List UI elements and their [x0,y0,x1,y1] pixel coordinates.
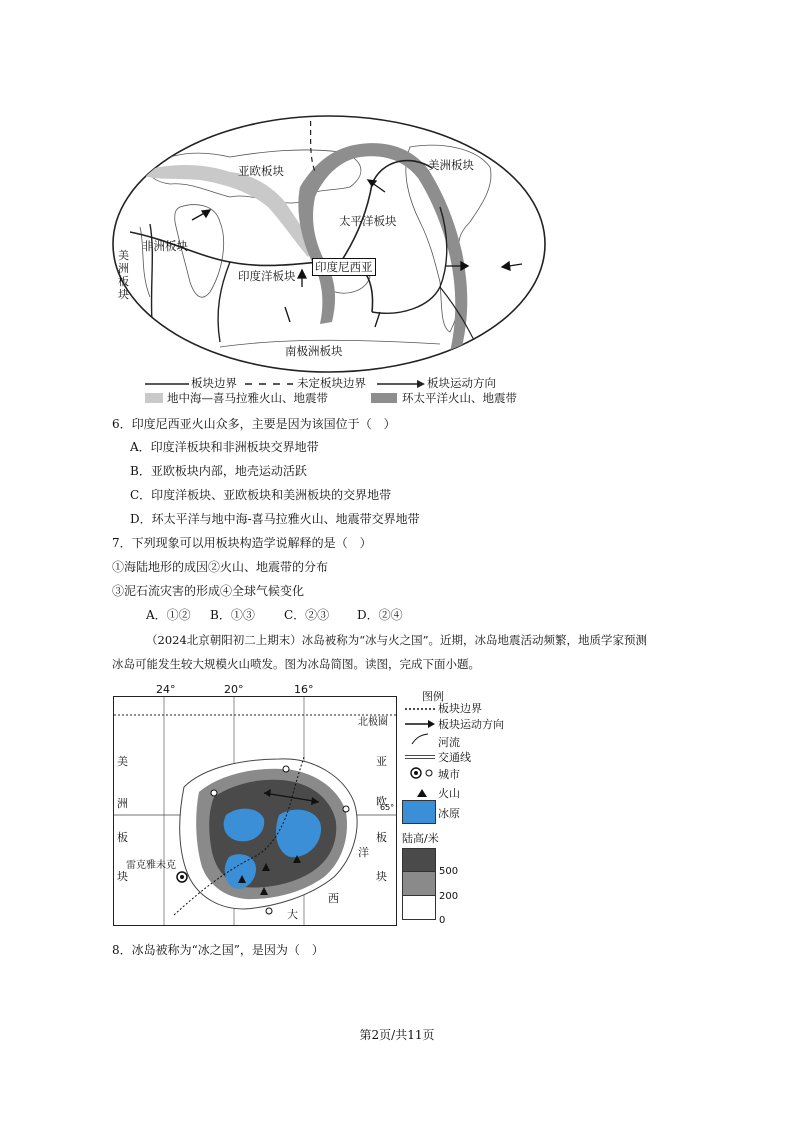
q7-option-d[interactable]: D．②④ [357,608,403,622]
med-belt-swatch [145,393,163,403]
legend-e0: 0 [439,915,446,926]
city-icon [410,767,440,779]
legend-elevation-title: 陆高/米 [402,832,439,845]
reykjavik-label: 雷克雅未克 [126,860,176,871]
lon-16: 16° [294,683,314,696]
east-plate-1: 亚 [376,755,387,768]
label-indonesia: 印度尼西亚 [312,258,376,276]
traffic-icon [405,754,437,760]
ocean-char-3: 洋 [358,846,369,859]
q7-option-c[interactable]: C．②③ [284,608,330,622]
q7-line1: ①海陆地形的成因②火山、地震带的分布 [112,560,329,574]
legend-e200: 200 [439,891,459,902]
west-plate-1: 美 [117,755,128,768]
east-plate-4: 块 [376,870,387,883]
legend-e500: 500 [439,866,459,877]
east-plate-3: 板 [376,831,387,844]
icefield-swatch [402,800,436,824]
q7-option-b[interactable]: B．①③ [210,608,255,622]
east-plate-2: 欧 [376,795,387,808]
legend-undetermined: 未定板块边界 [297,376,366,390]
label-indian-plate: 印度洋板块 [238,269,296,283]
legend-river: 河流 [438,736,460,749]
intro-line1: （2024北京朝阳初二上期末）冰岛被称为“冰与火之国”。近期，冰岛地震活动频繁，地质学家预测 [146,633,648,647]
boundary-line-icon [145,379,191,389]
label-african-plate: 非洲板块 [142,239,188,253]
label-pacific-plate: 太平洋板块 [339,214,397,228]
q6-option-a[interactable]: A．印度洋板块和非洲板块交界地带 [130,440,319,454]
iceland-legend [402,688,512,928]
ocean-char-1: 大 [287,908,298,921]
legend-pacific-belt: 环太平洋火山、地震带 [402,391,517,405]
volcano-icon [416,788,428,798]
elev-swatch-high [402,848,436,872]
legend-plate-direction: 板块运动方向 [438,718,504,731]
q6-option-d[interactable]: D．环太平洋与地中海-喜马拉雅火山、地震带交界地带 [130,512,420,526]
elev-swatch-low [402,896,436,920]
legend-icefield: 冰原 [438,807,460,820]
label-american-plate-w: 美洲板块 [118,249,129,301]
legend-city: 城市 [438,768,460,781]
ocean-char-2: 西 [328,892,339,905]
arctic-circle-label: 北极圈 [358,717,388,728]
lon-24: 24° [156,683,176,696]
pacific-belt-swatch [371,393,397,403]
page-footer: 第2页/共11页 [359,1028,435,1042]
label-antarctic-plate: 南极洲板块 [285,344,343,358]
legend-title: 图例 [422,690,444,703]
legend-boundary: 板块边界 [191,376,237,390]
undetermined-line-icon [245,379,293,389]
q6-option-b[interactable]: B．亚欧板块内部，地壳运动活跃 [130,464,307,478]
direction-arrow-icon [405,720,437,728]
legend-volcano: 火山 [438,787,460,800]
elev-swatch-mid [402,872,436,896]
lon-20: 20° [224,683,244,696]
world-map-legend [145,376,545,406]
q7-line2: ③泥石流灾害的形成④全球气候变化 [112,584,305,598]
intro-line2: 冰岛可能发生较大规模火山喷发。图为冰岛简图。读图，完成下面小题。 [112,657,480,671]
boundary-icon [405,706,437,712]
iceland-map [113,696,397,926]
q8-stem: 8．冰岛被称为“冰之国”，是因为（ ） [112,943,324,957]
legend-plate-boundary: 板块边界 [438,702,482,715]
label-eurasian-plate: 亚欧板块 [238,164,284,178]
legend-med-belt: 地中海—喜马拉雅火山、地震带 [167,391,328,405]
q7-stem: 7．下列现象可以用板块构造学说解释的是（ ） [112,536,372,550]
legend-direction: 板块运动方向 [427,376,496,390]
west-plate-4: 块 [117,870,128,883]
arrow-icon [377,379,427,389]
q7-option-a[interactable]: A．①② [146,608,191,622]
lat-65-label: 65° [380,803,395,812]
q6-option-c[interactable]: C．印度洋板块、亚欧板块和美洲板块的交界地带 [130,488,392,502]
q6-stem: 6．印度尼西亚火山众多，主要是因为该国位于（ ） [112,417,396,431]
iceland-map-graphic [114,697,396,925]
label-american-plate-ne: 美洲板块 [428,158,474,172]
legend-traffic: 交通线 [438,751,471,764]
west-plate-2: 洲 [117,797,128,810]
river-icon [410,732,430,746]
west-plate-3: 板 [117,831,128,844]
